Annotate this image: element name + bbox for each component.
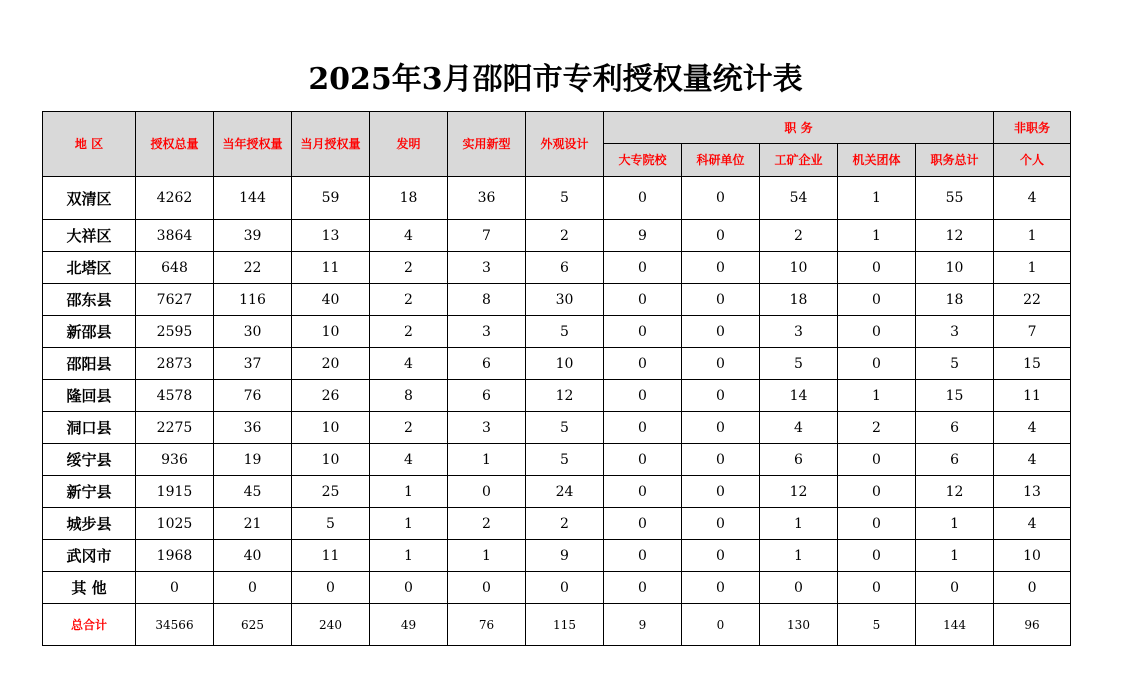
- cell-service-total: 3: [916, 316, 994, 348]
- cell-individual: 4: [994, 444, 1071, 476]
- cell-enterprise: 1: [760, 540, 838, 572]
- cell-research: 0: [682, 252, 760, 284]
- cell-university: 0: [604, 348, 682, 380]
- cell-university: 0: [604, 572, 682, 604]
- cell-total: 4262: [136, 177, 214, 220]
- cell-utility: 36: [448, 177, 526, 220]
- cell-month: 59: [292, 177, 370, 220]
- header-org: 机关团体: [838, 144, 916, 177]
- cell-service-total: 10: [916, 252, 994, 284]
- cell-utility: 0: [448, 476, 526, 508]
- cell-utility: 6: [448, 348, 526, 380]
- cell-utility: 3: [448, 412, 526, 444]
- cell-month: 5: [292, 508, 370, 540]
- cell-service-total: 6: [916, 412, 994, 444]
- region-cell: 邵阳县: [43, 348, 136, 380]
- header-region: 地 区: [43, 112, 136, 177]
- cell-total: 3864: [136, 220, 214, 252]
- cell-invention: 4: [370, 348, 448, 380]
- cell-utility: 6: [448, 380, 526, 412]
- cell-university: 0: [604, 540, 682, 572]
- cell-month: 13: [292, 220, 370, 252]
- total-utility: 76: [448, 604, 526, 646]
- region-cell: 武冈市: [43, 540, 136, 572]
- cell-enterprise: 5: [760, 348, 838, 380]
- cell-service-total: 6: [916, 444, 994, 476]
- cell-university: 0: [604, 412, 682, 444]
- cell-invention: 4: [370, 444, 448, 476]
- cell-month: 25: [292, 476, 370, 508]
- cell-individual: 10: [994, 540, 1071, 572]
- cell-design: 0: [526, 572, 604, 604]
- region-cell: 洞口县: [43, 412, 136, 444]
- region-cell: 绥宁县: [43, 444, 136, 476]
- table-row: [43, 348, 1071, 380]
- header-utility: 实用新型: [448, 112, 526, 177]
- header-month: 当月授权量: [292, 112, 370, 177]
- total-individual: 96: [994, 604, 1071, 646]
- cell-year: 76: [214, 380, 292, 412]
- cell-enterprise: 12: [760, 476, 838, 508]
- cell-year: 144: [214, 177, 292, 220]
- cell-org: 1: [838, 380, 916, 412]
- cell-individual: 0: [994, 572, 1071, 604]
- cell-design: 2: [526, 220, 604, 252]
- cell-service-total: 0: [916, 572, 994, 604]
- cell-org: 0: [838, 476, 916, 508]
- cell-month: 11: [292, 252, 370, 284]
- region-cell: 邵东县: [43, 284, 136, 316]
- region-cell: 北塔区: [43, 252, 136, 284]
- cell-enterprise: 3: [760, 316, 838, 348]
- cell-invention: 2: [370, 284, 448, 316]
- cell-service-total: 5: [916, 348, 994, 380]
- cell-university: 0: [604, 177, 682, 220]
- cell-individual: 1: [994, 252, 1071, 284]
- cell-utility: 0: [448, 572, 526, 604]
- page-title: 2025年3月邵阳市专利授权量统计表: [308, 62, 803, 97]
- cell-month: 11: [292, 540, 370, 572]
- cell-university: 0: [604, 380, 682, 412]
- cell-design: 30: [526, 284, 604, 316]
- table-row: [43, 177, 1071, 220]
- table-row: [43, 380, 1071, 412]
- cell-org: 0: [838, 252, 916, 284]
- total-design: 115: [526, 604, 604, 646]
- cell-research: 0: [682, 508, 760, 540]
- cell-individual: 11: [994, 380, 1071, 412]
- table-row: [43, 220, 1071, 252]
- region-cell: 新邵县: [43, 316, 136, 348]
- cell-enterprise: 14: [760, 380, 838, 412]
- cell-service-total: 1: [916, 508, 994, 540]
- header-university: 大专院校: [604, 144, 682, 177]
- cell-org: 0: [838, 316, 916, 348]
- cell-invention: 18: [370, 177, 448, 220]
- cell-research: 0: [682, 444, 760, 476]
- cell-research: 0: [682, 380, 760, 412]
- header-design: 外观设计: [526, 112, 604, 177]
- cell-enterprise: 0: [760, 572, 838, 604]
- total-research: 0: [682, 604, 760, 646]
- total-university: 9: [604, 604, 682, 646]
- header-enterprise: 工矿企业: [760, 144, 838, 177]
- cell-research: 0: [682, 348, 760, 380]
- header-total: 授权总量: [136, 112, 214, 177]
- cell-service-total: 18: [916, 284, 994, 316]
- cell-month: 20: [292, 348, 370, 380]
- region-cell: 隆回县: [43, 380, 136, 412]
- cell-utility: 8: [448, 284, 526, 316]
- region-cell: 双清区: [43, 177, 136, 220]
- cell-university: 0: [604, 508, 682, 540]
- cell-service-total: 1: [916, 540, 994, 572]
- cell-total: 648: [136, 252, 214, 284]
- total-row: [43, 604, 1071, 646]
- cell-year: 116: [214, 284, 292, 316]
- region-cell: 其 他: [43, 572, 136, 604]
- cell-design: 24: [526, 476, 604, 508]
- cell-research: 0: [682, 412, 760, 444]
- cell-enterprise: 54: [760, 177, 838, 220]
- patent-stats-table: [42, 111, 1071, 646]
- table-row: [43, 508, 1071, 540]
- cell-enterprise: 18: [760, 284, 838, 316]
- cell-individual: 1: [994, 220, 1071, 252]
- cell-total: 1915: [136, 476, 214, 508]
- cell-individual: 15: [994, 348, 1071, 380]
- cell-month: 40: [292, 284, 370, 316]
- total-service-total: 144: [916, 604, 994, 646]
- cell-individual: 13: [994, 476, 1071, 508]
- cell-total: 2873: [136, 348, 214, 380]
- cell-org: 0: [838, 348, 916, 380]
- cell-university: 0: [604, 252, 682, 284]
- cell-year: 22: [214, 252, 292, 284]
- cell-invention: 4: [370, 220, 448, 252]
- cell-year: 45: [214, 476, 292, 508]
- cell-individual: 22: [994, 284, 1071, 316]
- table-body: [43, 177, 1071, 646]
- cell-month: 10: [292, 412, 370, 444]
- cell-invention: 1: [370, 476, 448, 508]
- total-invention: 49: [370, 604, 448, 646]
- header-individual: 个人: [994, 144, 1071, 177]
- cell-design: 5: [526, 412, 604, 444]
- table-row: [43, 540, 1071, 572]
- cell-year: 0: [214, 572, 292, 604]
- cell-org: 0: [838, 572, 916, 604]
- cell-enterprise: 10: [760, 252, 838, 284]
- table-row: [43, 284, 1071, 316]
- cell-research: 0: [682, 572, 760, 604]
- total-enterprise: 130: [760, 604, 838, 646]
- cell-design: 2: [526, 508, 604, 540]
- table-row: [43, 252, 1071, 284]
- cell-month: 26: [292, 380, 370, 412]
- region-cell: 大祥区: [43, 220, 136, 252]
- cell-invention: 0: [370, 572, 448, 604]
- cell-university: 9: [604, 220, 682, 252]
- cell-invention: 2: [370, 412, 448, 444]
- cell-utility: 1: [448, 540, 526, 572]
- cell-research: 0: [682, 177, 760, 220]
- cell-total: 2275: [136, 412, 214, 444]
- cell-total: 7627: [136, 284, 214, 316]
- cell-total: 1025: [136, 508, 214, 540]
- header-service-group: 职 务: [604, 112, 994, 144]
- cell-org: 0: [838, 444, 916, 476]
- cell-university: 0: [604, 476, 682, 508]
- cell-org: 0: [838, 540, 916, 572]
- header-service-total: 职务总计: [916, 144, 994, 177]
- table-header: [43, 112, 1071, 177]
- cell-enterprise: 4: [760, 412, 838, 444]
- region-cell: 城步县: [43, 508, 136, 540]
- cell-design: 9: [526, 540, 604, 572]
- cell-invention: 1: [370, 508, 448, 540]
- cell-total: 4578: [136, 380, 214, 412]
- cell-invention: 2: [370, 316, 448, 348]
- cell-org: 0: [838, 284, 916, 316]
- cell-design: 12: [526, 380, 604, 412]
- total-year: 625: [214, 604, 292, 646]
- cell-research: 0: [682, 476, 760, 508]
- cell-invention: 2: [370, 252, 448, 284]
- cell-year: 37: [214, 348, 292, 380]
- cell-utility: 1: [448, 444, 526, 476]
- cell-org: 0: [838, 508, 916, 540]
- header-research: 科研单位: [682, 144, 760, 177]
- cell-design: 10: [526, 348, 604, 380]
- table-row: [43, 444, 1071, 476]
- cell-design: 5: [526, 316, 604, 348]
- cell-total: 936: [136, 444, 214, 476]
- cell-utility: 3: [448, 316, 526, 348]
- cell-research: 0: [682, 316, 760, 348]
- cell-university: 0: [604, 316, 682, 348]
- cell-year: 40: [214, 540, 292, 572]
- cell-total: 0: [136, 572, 214, 604]
- cell-month: 10: [292, 444, 370, 476]
- table-row: [43, 316, 1071, 348]
- cell-org: 1: [838, 177, 916, 220]
- cell-total: 1968: [136, 540, 214, 572]
- cell-year: 39: [214, 220, 292, 252]
- cell-org: 2: [838, 412, 916, 444]
- cell-design: 6: [526, 252, 604, 284]
- cell-university: 0: [604, 444, 682, 476]
- cell-year: 19: [214, 444, 292, 476]
- cell-total: 2595: [136, 316, 214, 348]
- cell-month: 10: [292, 316, 370, 348]
- cell-utility: 3: [448, 252, 526, 284]
- total-total: 34566: [136, 604, 214, 646]
- cell-invention: 1: [370, 540, 448, 572]
- cell-university: 0: [604, 284, 682, 316]
- cell-service-total: 15: [916, 380, 994, 412]
- cell-research: 0: [682, 540, 760, 572]
- cell-enterprise: 6: [760, 444, 838, 476]
- cell-utility: 7: [448, 220, 526, 252]
- region-cell: 新宁县: [43, 476, 136, 508]
- header-invention: 发明: [370, 112, 448, 177]
- cell-research: 0: [682, 284, 760, 316]
- table-row: [43, 476, 1071, 508]
- cell-research: 0: [682, 220, 760, 252]
- total-label: 总合计: [43, 604, 136, 646]
- cell-org: 1: [838, 220, 916, 252]
- cell-individual: 4: [994, 412, 1071, 444]
- cell-year: 36: [214, 412, 292, 444]
- header-nonservice-group: 非职务: [994, 112, 1071, 144]
- cell-service-total: 12: [916, 476, 994, 508]
- cell-year: 21: [214, 508, 292, 540]
- cell-design: 5: [526, 444, 604, 476]
- cell-service-total: 55: [916, 177, 994, 220]
- cell-month: 0: [292, 572, 370, 604]
- cell-enterprise: 2: [760, 220, 838, 252]
- header-year: 当年授权量: [214, 112, 292, 177]
- cell-individual: 4: [994, 508, 1071, 540]
- cell-invention: 8: [370, 380, 448, 412]
- table-row: [43, 572, 1071, 604]
- cell-utility: 2: [448, 508, 526, 540]
- cell-individual: 7: [994, 316, 1071, 348]
- table-row: [43, 412, 1071, 444]
- cell-enterprise: 1: [760, 508, 838, 540]
- cell-service-total: 12: [916, 220, 994, 252]
- total-month: 240: [292, 604, 370, 646]
- cell-individual: 4: [994, 177, 1071, 220]
- total-org: 5: [838, 604, 916, 646]
- cell-design: 5: [526, 177, 604, 220]
- cell-year: 30: [214, 316, 292, 348]
